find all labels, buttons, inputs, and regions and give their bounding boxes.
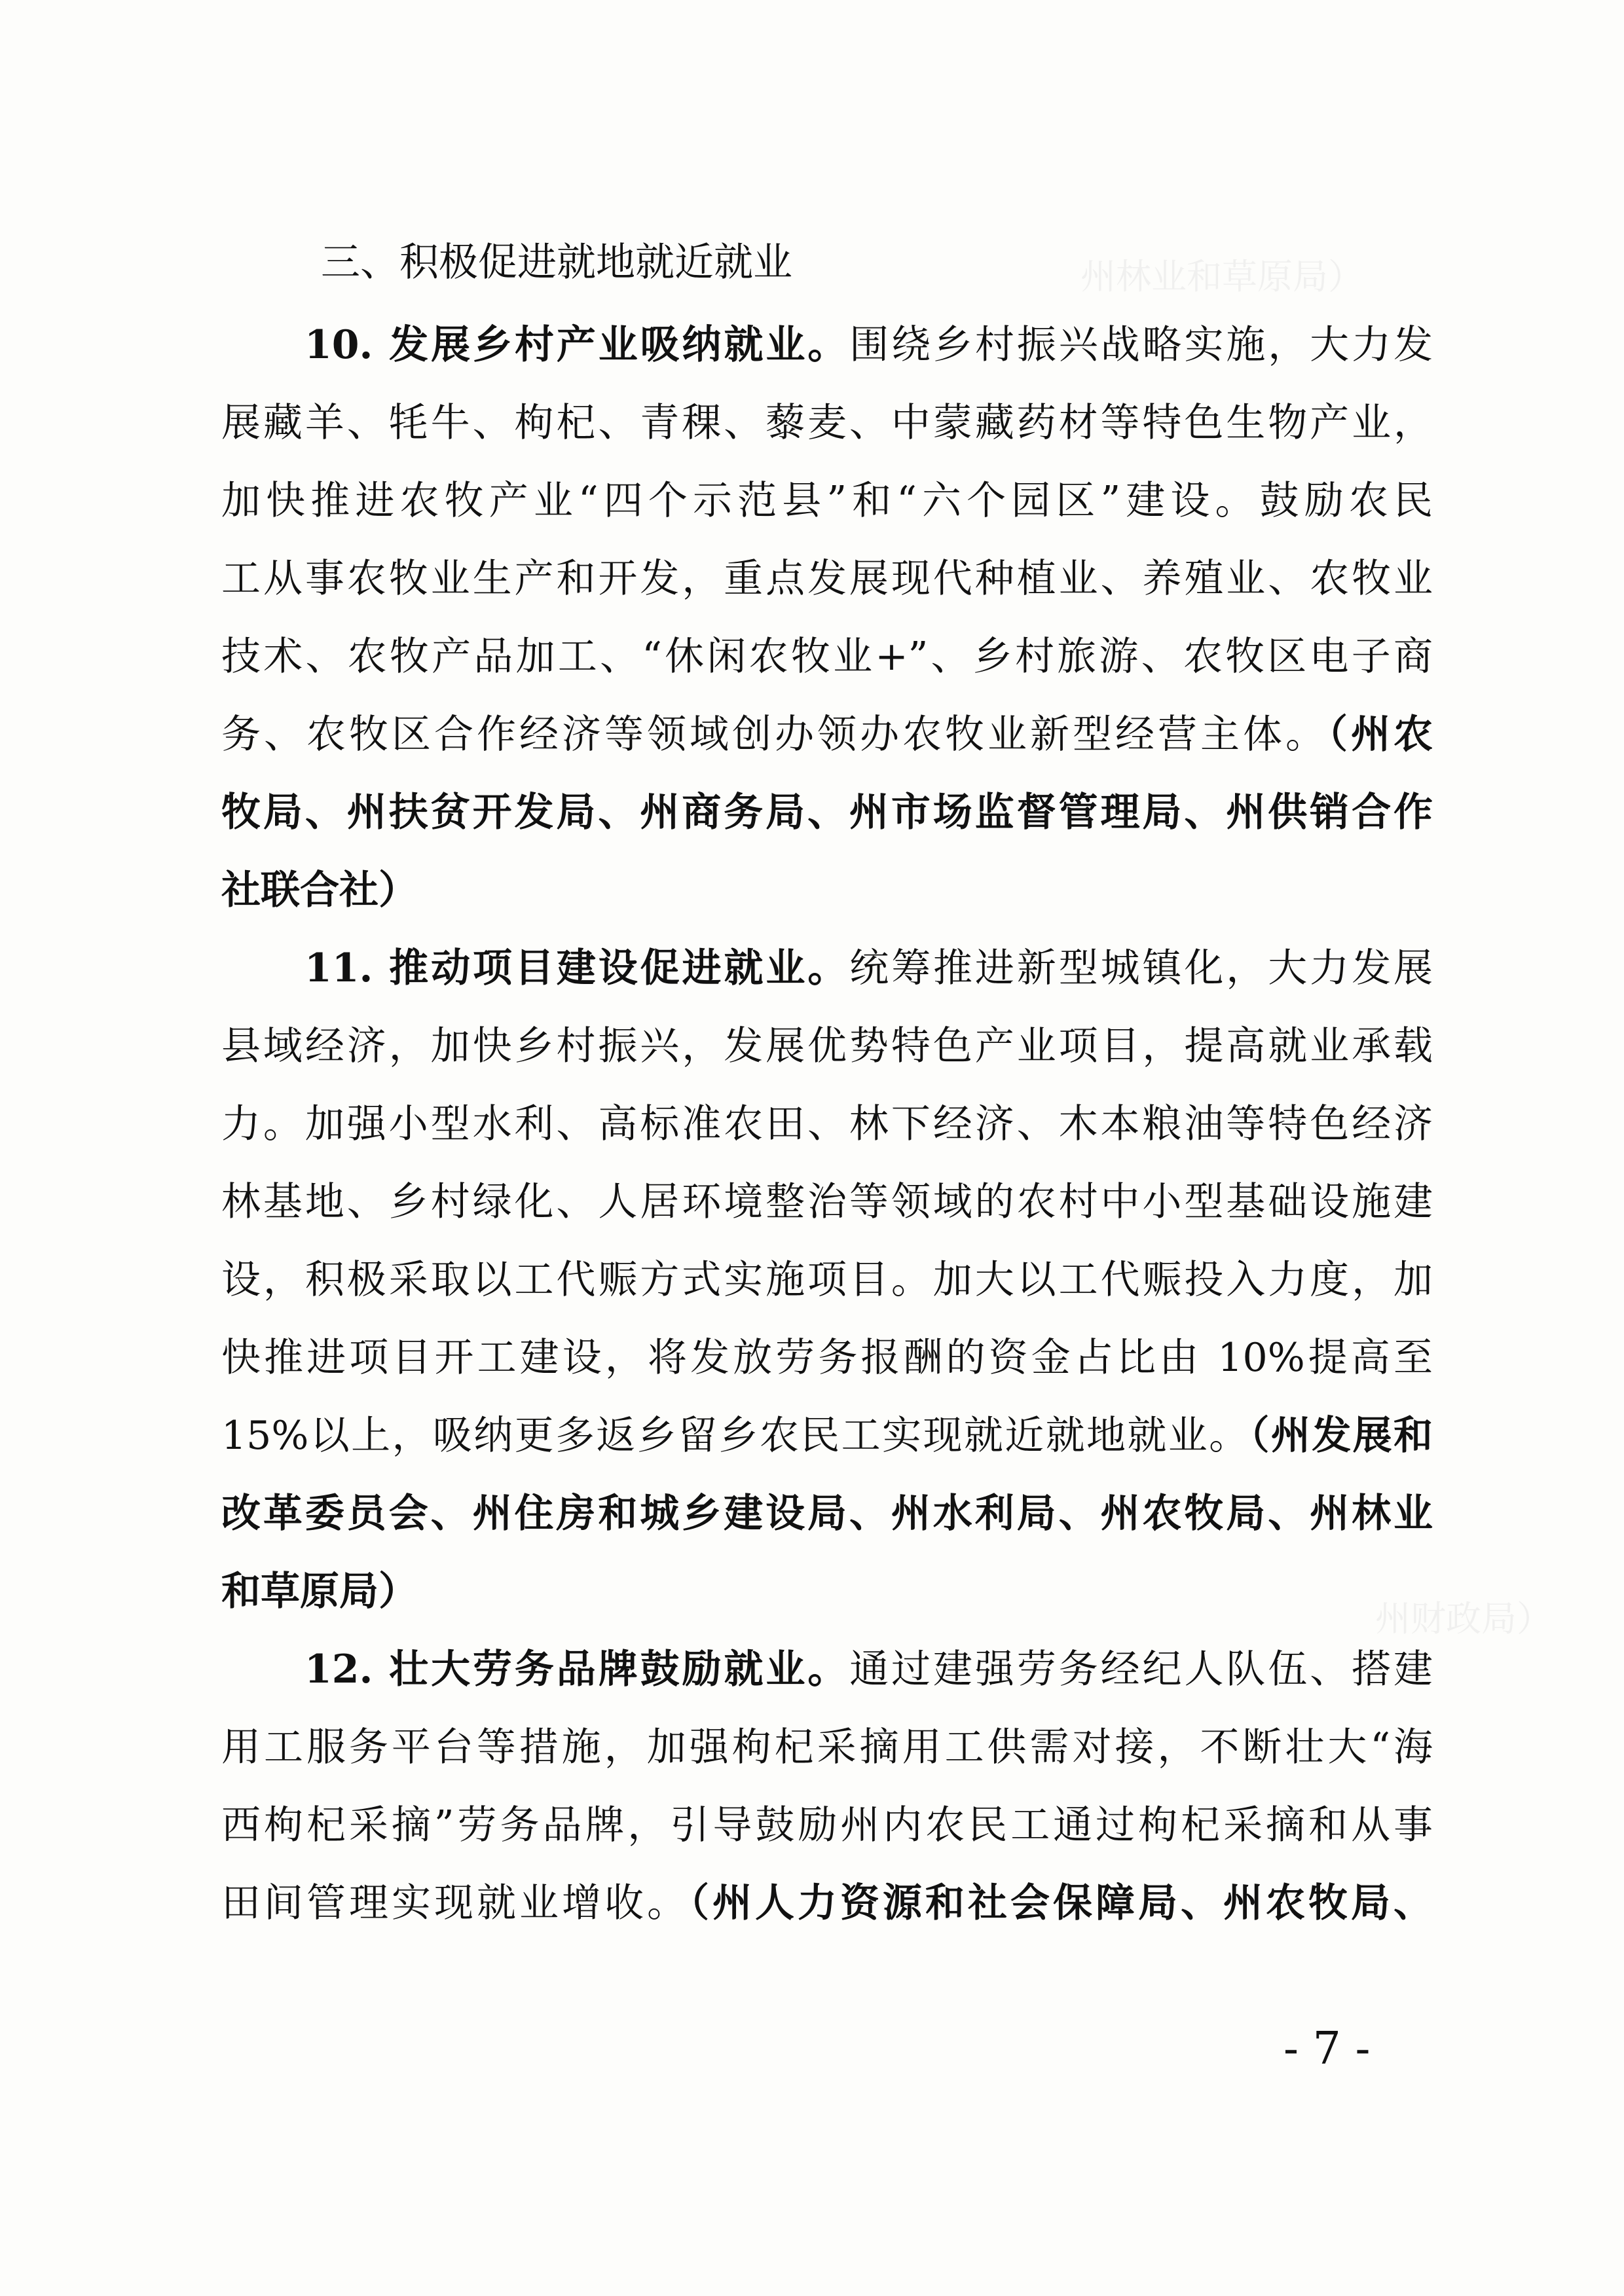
text-run: 快推进项目开工建设，将发放劳务报酬的资金占比由 10%提高至: [221, 1335, 1433, 1381]
text-line: [221, 1019, 1433, 1073]
text-line: [304, 941, 1433, 995]
show-through-decoration: 州林业和草原局）: [1080, 256, 1363, 297]
page-number: - 7 -: [1283, 2023, 1371, 2075]
text-run: 力。加强小型水利、高标准农田、林下经济、木本粮油等特色经济: [221, 1101, 1433, 1147]
text-run: 围绕乡村振兴战略实施，大力发: [849, 322, 1433, 368]
text-line: [221, 1175, 1433, 1229]
text-line: [304, 1643, 1433, 1696]
text-line: [221, 552, 1433, 606]
item-title: 10. 发展乡村产业吸纳就业。: [304, 322, 850, 368]
text-run: 加快推进农牧产业“四个示范县”和“六个园区”建设。鼓励农民: [221, 478, 1433, 524]
responsible-dept: 牧局、州扶贫开发局、州商务局、州市场监督管理局、州供销合作: [221, 790, 1433, 835]
text-run: 县域经济，加快乡村振兴，发展优势特色产业项目，提高就业承载: [221, 1023, 1433, 1069]
responsible-dept: （州人力资源和社会保障局、州农牧局、: [690, 1880, 1433, 1926]
text-run: 林基地、乡村绿化、人居环境整治等领域的农村中小型基础设施建: [221, 1179, 1433, 1225]
text-run: 15%以上，吸纳更多返乡留乡农民工实现就近就地就业。: [221, 1413, 1250, 1459]
responsible-dept: （州农: [1328, 712, 1433, 757]
responsible-dept: 和草原局）: [221, 1569, 418, 1614]
text-line: [221, 786, 1433, 839]
text-line: [221, 474, 1433, 528]
text-run: 统筹推进新型城镇化，大力发展: [849, 945, 1433, 991]
text-line: [221, 1721, 1433, 1774]
text-line: [221, 1409, 1433, 1463]
text-run: 用工服务平台等措施，加强枸杞采摘用工供需对接，不断壮大“海: [221, 1724, 1433, 1770]
text-line: [304, 318, 1433, 372]
text-run: 通过建强劳务经纪人队伍、搭建: [849, 1647, 1433, 1692]
responsible-dept: （州发展和: [1249, 1413, 1433, 1459]
responsible-dept: 社联合社）: [221, 867, 418, 913]
text-line: [221, 1798, 1433, 1852]
text-run: 工从事农牧业生产和开发，重点发展现代种植业、养殖业、农牧业: [221, 556, 1433, 602]
text-run: 技术、农牧产品加工、“休闲农牧业+”、乡村旅游、农牧区电子商: [221, 634, 1433, 680]
responsible-dept: 改革委员会、州住房和城乡建设局、州水利局、州农牧局、州林业: [221, 1491, 1433, 1537]
section-heading: 三、积极促进就地就近就业: [321, 240, 792, 285]
text-run: 西枸杞采摘”劳务品牌，引导鼓励州内农民工通过枸杞采摘和从事: [221, 1802, 1433, 1848]
text-line: [221, 708, 1433, 761]
text-line: [221, 1097, 1433, 1151]
text-line: [221, 1331, 1433, 1385]
text-line: [221, 1253, 1433, 1307]
show-through-decoration: 州财政局）: [1375, 1598, 1552, 1639]
text-run: 设，积极采取以工代赈方式实施项目。加大以工代赈投入力度，加: [221, 1257, 1433, 1303]
text-line: [221, 1876, 1433, 1930]
text-line: [221, 1565, 1433, 1618]
text-run: 务、农牧区合作经济等领域创办领办农牧业新型经营主体。: [221, 712, 1328, 757]
text-line: [221, 1487, 1433, 1540]
text-line: [221, 864, 1433, 917]
text-line: [221, 630, 1433, 683]
text-line: [221, 396, 1433, 450]
text-run: 田间管理实现就业增收。: [221, 1880, 690, 1926]
text-run: 展藏羊、牦牛、枸杞、青稞、藜麦、中蒙藏药材等特色生物产业，: [221, 400, 1433, 446]
item-title: 12. 壮大劳务品牌鼓励就业。: [304, 1647, 850, 1692]
item-title: 11. 推动项目建设促进就业。: [304, 945, 850, 991]
